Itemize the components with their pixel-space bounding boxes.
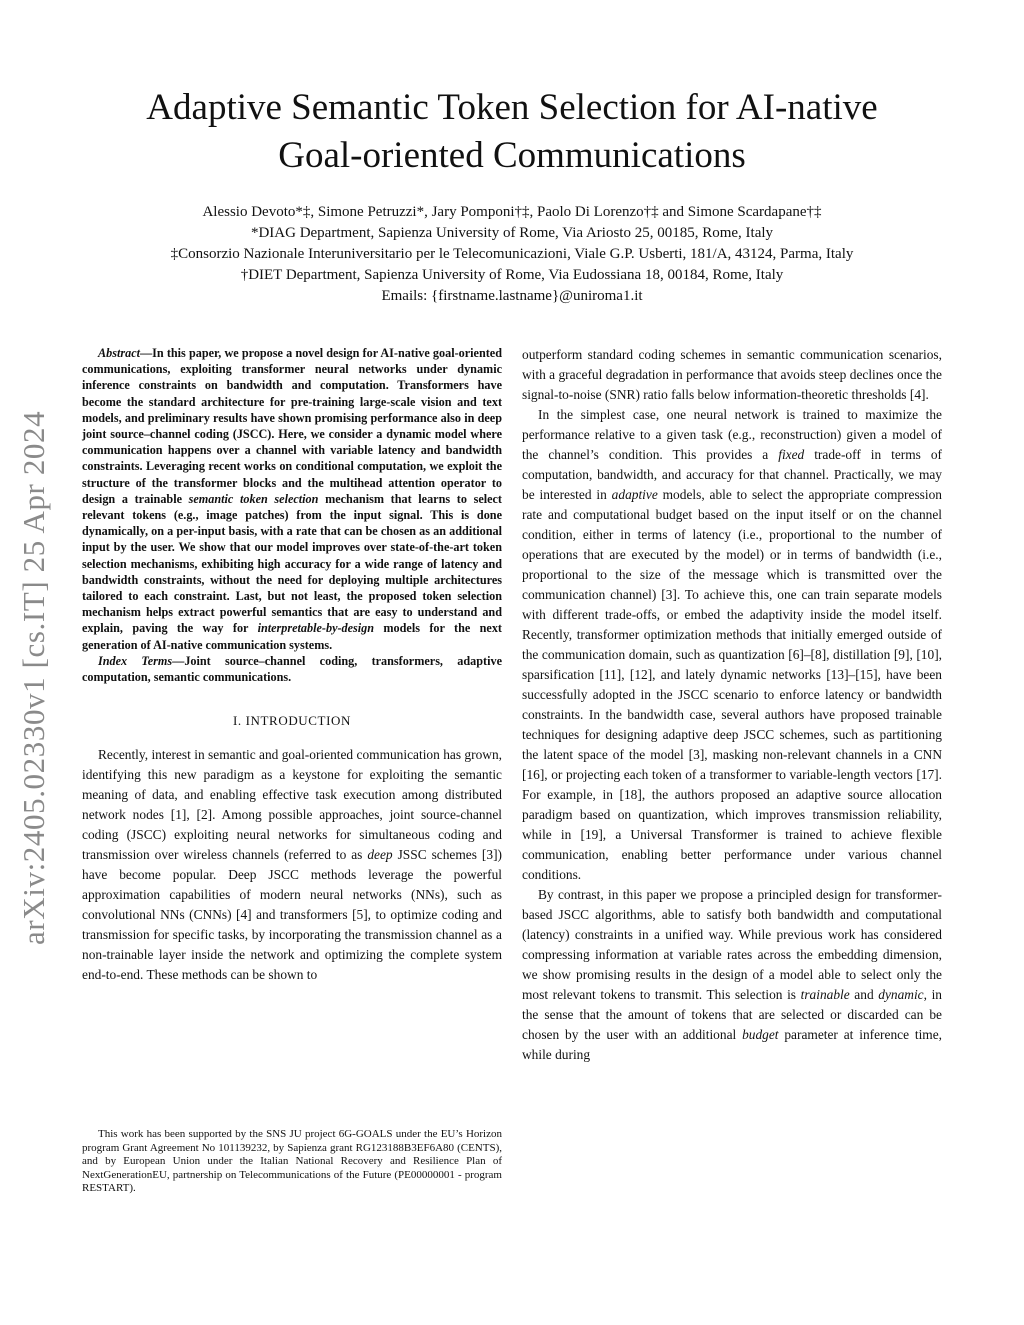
right-column	[522, 345, 942, 1065]
right-p2-text-c: models, able to select the appropriate compression rate and computational budget based on the input itself or on the channel condition, either in terms of latency (i.e., proportional to the number of operations that are executed by the model) or in terms of bandwidth (i.e., proportional to the size of the message which is transmitted over the communication channel) [3]. To achieve this, one can train separate models with different trade-offs, or embed the adaptivity inside the model itself. Recently, transformer optimization methods that initially emerged outside of the communication domain, such as quantization [6]–[8], distillation [9], [10], sparsification [11], [12], and lately dynamic networks [13]–[15], have been successfully adopted in the JSCC scenario to enforce latency or bandwidth constraints. In the bandwidth case, several authors have proposed trainable techniques for designing adaptive deep JSCC schemes, such as partitioning the latent space of the model [3], masking non-relevant channels in a CNN [16], or projecting each token of a transformer to variable-length vectors [17]. For example, in [18], the authors proposed an adaptive source allocation paradigm based on quantization, which improves transmission reliability, while in [19], a Universal Transformer is trained to achieve flexible communication, enabling better performance under various channel conditions.	[522, 487, 942, 882]
right-p2-emphasis-fixed: fixed	[778, 447, 805, 462]
right-p3-text-c: , in the sense that the amount of tokens that are selected or discarded can be chosen by the user with an additional	[522, 987, 942, 1042]
right-p2-text-b: trade-off in terms of computation, bandwidth, and accuracy for that channel. Practically, we may be interested in	[522, 447, 942, 502]
author-emails: Emails: {firstname.lastname}@uniroma1.it	[381, 288, 643, 304]
intro-p1-emphasis: deep	[367, 847, 393, 863]
index-terms-label: Index Terms	[98, 653, 173, 668]
author-block	[60, 202, 964, 307]
right-p2-emphasis-adaptive: adaptive	[611, 487, 658, 502]
right-p3-text-b: and	[849, 987, 879, 1002]
author-list: Alessio Devoto*‡, Simone Petruzzi*, Jary Pomponi†‡, Paolo Di Lorenzo†‡ and Simone Scardapane†‡	[202, 204, 822, 220]
right-p3-emphasis-budget: budget	[742, 1027, 779, 1042]
right-p3-emphasis-dynamic: dynamic	[878, 987, 924, 1002]
intro-p1-text-a: Recently, interest in semantic and goal-oriented communication has grown, identifying this new paradigm as a keystone for exploiting the semantic meaning of data, and enabling effective task execution among distributed network nodes [1], [2]. Among possible approaches, joint source-channel coding (JSCC) exploiting neural networks for simultaneous coding and transmission over wireless channels (referred to as	[82, 747, 502, 863]
intro-p1-text-b: JSSC schemes [3]) have become popular. Deep JSCC methods leverage the powerful approximation capabilities of modern neural networks (NNs), such as convolutional NNs (CNNs) [4] and transformers [5], to optimize coding and transmission for specific tasks, by incorporating the transmission channel as a non-trainable layer inside the network and optimizing the complete system end-to-end. These methods can be shown to	[82, 847, 502, 983]
arxiv-identifier-stamp: arXiv:2405.02330v1 [cs.IT] 25 Apr 2024	[16, 410, 51, 945]
affiliation-cnit: ‡Consorzio Nazionale Interuniversitario per le Telecomunicazioni, Viale G.P. Usberti, 181/A, 43124, Parma, Italy	[170, 246, 854, 262]
title-line-1: Adaptive Semantic Token Selection for AI-native	[146, 87, 878, 128]
right-p2-text-a: In the simplest case, one neural network is trained to maximize the performance relative to a given task (e.g., reconstruction) given a model of the channel’s condition. This provides a	[522, 407, 942, 462]
affiliation-diag: *DIAG Department, Sapienza University of Rome, Via Ariosto 25, 00185, Rome, Italy	[250, 225, 774, 241]
right-paragraph-3	[522, 885, 942, 1065]
funding-footnote: This work has been supported by the SNS JU project 6G-GOALS under the EU’s Horizon program Grant Agreement No 101139232, by Sapienza grant RG123188B3EF6A80 (CENTS), and by European Union under the Italian National Recovery and Resilience Plan of NextGenerationEU, partnership on Telecommunications of the Future (PE00000001 - program RESTART).	[82, 1128, 502, 1195]
paper-title	[60, 84, 964, 180]
affiliation-diet: †DIET Department, Sapienza University of Rome, Via Eudossiana 18, 00184, Rome, Italy	[240, 267, 784, 283]
right-paragraph-2	[522, 405, 942, 885]
abstract	[82, 345, 502, 653]
right-paragraph-1: outperform standard coding schemes in semantic communication scenarios, with a graceful degradation in performance that avoids steep declines once the signal-to-noise (SNR) ratio falls below information-theoretic thresholds [4].	[522, 347, 942, 402]
abstract-text-c: models for the next generation of AI-native communication systems.	[82, 621, 502, 652]
right-p3-text-d: parameter at inference time, while during	[522, 1027, 943, 1062]
right-p3-text-a: By contrast, in this paper we propose a principled design for transformer-based JSCC algorithms, able to satisfy both bandwidth and computational (latency) constraints in a unified way. While previous work has considered compressing information at variable rates across the embedding dimension, we show promising results in the design of a model able to select only the most relevant tokens to transmit. This selection is	[522, 887, 942, 1002]
left-column	[82, 345, 502, 985]
index-terms	[82, 653, 502, 685]
abstract-emphasis-b: interpretable-by-design	[257, 621, 375, 636]
title-line-2: Goal-oriented Communications	[278, 135, 746, 176]
index-terms-text: —Joint source–channel coding, transformers, adaptive computation, semantic communications.	[82, 653, 502, 685]
intro-paragraph-1	[82, 745, 502, 985]
section-heading-introduction: I. INTRODUCTION	[232, 713, 352, 729]
right-p3-emphasis-trainable: trainable	[800, 987, 850, 1002]
abstract-text-a: —In this paper, we propose a novel design for AI-native goal-oriented communications, exploiting transformer neural networks under dynamic inference constraints on bandwidth and computation. Transformers have become the standard architecture for pre-training large-scale vision and text models, and preliminary results have shown promising performance also in deep joint source–channel coding (JSCC). Here, we consider a dynamic model where communication happens over a channel with variable latency and bandwidth constraints. Leveraging recent works on conditional computation, we exploit the structure of the transformer blocks and the multihead attention operator to design a trainable	[82, 346, 502, 506]
abstract-emphasis-a: semantic token selection	[188, 491, 319, 506]
abstract-label: Abstract	[98, 346, 140, 360]
abstract-text-b: mechanism that learns to select relevant tokens (e.g., image patches) from the input signal. This is done dynamically, on a per-input basis, with a rate that can be chosen as an additional input by the user. We show that our model improves over state-of-the-art token selection mechanisms, exhibiting high accuracy for a wide range of latency and bandwidth constraints, without the need for deploying multiple architectures tailored to each constraint. Last, but not least, the proposed token selection mechanism helps extract powerful semantics that are easy to understand and explain, paving the way for	[82, 491, 502, 636]
